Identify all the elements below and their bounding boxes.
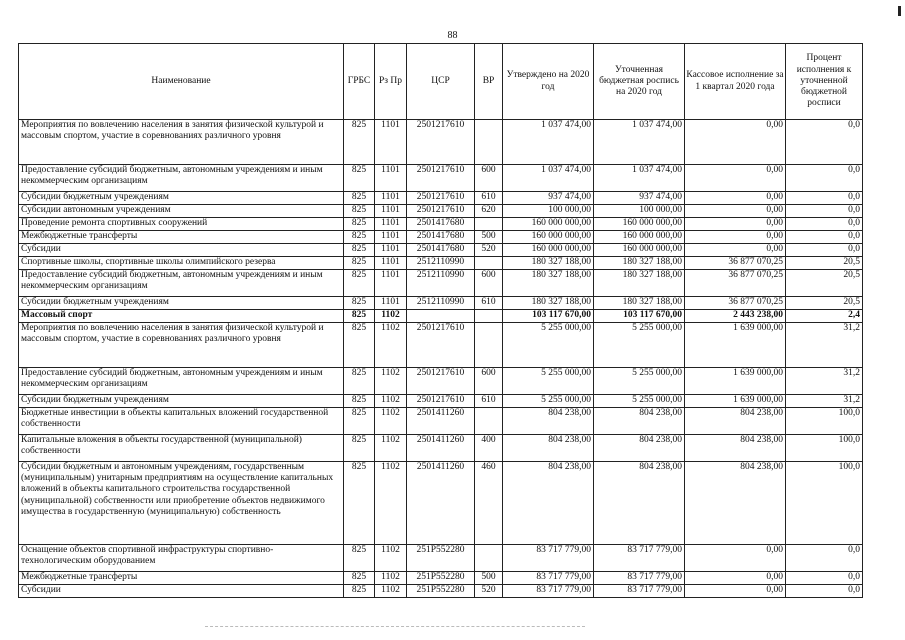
cell-vr: [475, 120, 503, 165]
cell-rzpr: 1101: [375, 205, 407, 218]
cell-percent: 0,0: [786, 205, 863, 218]
table-row: [19, 120, 863, 165]
cell-vr: 500: [475, 572, 503, 585]
cell-approved: 5 255 000,00: [503, 323, 594, 368]
cell-approved: 804 238,00: [503, 435, 594, 462]
bottom-scan-line: [205, 626, 585, 628]
cell-name: Субсидии бюджетным учреждениям: [19, 395, 344, 408]
cell-vr: [475, 408, 503, 435]
cell-approved: 160 000 000,00: [503, 244, 594, 257]
cell-approved: 180 327 188,00: [503, 257, 594, 270]
cell-approved: 83 717 779,00: [503, 545, 594, 572]
cell-name: Субсидии бюджетным учреждениям: [19, 297, 344, 310]
cell-refined: 180 327 188,00: [594, 297, 685, 310]
cell-csr: [407, 310, 475, 323]
cell-vr: 610: [475, 297, 503, 310]
cell-vr: [475, 218, 503, 231]
cell-csr: 2501217610: [407, 192, 475, 205]
table-row: [19, 257, 863, 270]
cell-percent: 0,0: [786, 192, 863, 205]
table-row: [19, 310, 863, 323]
cell-grbs: 825: [344, 205, 375, 218]
cell-percent: 20,5: [786, 297, 863, 310]
cell-vr: 600: [475, 270, 503, 297]
cell-rzpr: 1102: [375, 585, 407, 598]
cell-rzpr: 1101: [375, 165, 407, 192]
cell-vr: [475, 545, 503, 572]
table-row: [19, 244, 863, 257]
cell-approved: 5 255 000,00: [503, 368, 594, 395]
cell-percent: 2,4: [786, 310, 863, 323]
cell-vr: 620: [475, 205, 503, 218]
cell-approved: 5 255 000,00: [503, 395, 594, 408]
cell-approved: 160 000 000,00: [503, 218, 594, 231]
table-row: [19, 368, 863, 395]
cell-vr: 520: [475, 585, 503, 598]
cell-refined: 100 000,00: [594, 205, 685, 218]
cell-percent: 0,0: [786, 244, 863, 257]
cell-refined: 83 717 779,00: [594, 572, 685, 585]
cell-refined: 1 037 474,00: [594, 165, 685, 192]
cell-percent: 100,0: [786, 408, 863, 435]
cell-name: Субсидии автономным учреждениям: [19, 205, 344, 218]
cell-refined: 5 255 000,00: [594, 368, 685, 395]
cell-csr: 2501417680: [407, 244, 475, 257]
table-header-row: [19, 44, 863, 120]
col-header-cash: Кассовое исполнение за 1 квартал 2020 года: [685, 44, 786, 120]
cell-name: Проведение ремонта спортивных сооружений: [19, 218, 344, 231]
cell-grbs: 825: [344, 192, 375, 205]
cell-percent: 0,0: [786, 231, 863, 244]
cell-percent: 20,5: [786, 257, 863, 270]
cell-rzpr: 1102: [375, 323, 407, 368]
budget-execution-table: [18, 43, 863, 598]
cell-name: Субсидии бюджетным учреждениям: [19, 192, 344, 205]
cell-rzpr: 1101: [375, 231, 407, 244]
cell-name: Оснащение объектов спортивной инфраструктуры спортивно-технологическим оборудованием: [19, 545, 344, 572]
scan-edge-mark: [898, 6, 901, 16]
cell-approved: 804 238,00: [503, 462, 594, 545]
cell-grbs: 825: [344, 462, 375, 545]
col-header-rzpr: Рз Пр: [375, 44, 407, 120]
cell-rzpr: 1102: [375, 572, 407, 585]
cell-cash: 1 639 000,00: [685, 323, 786, 368]
col-header-grbs: ГРБС: [344, 44, 375, 120]
cell-csr: 251P552280: [407, 572, 475, 585]
cell-grbs: 825: [344, 408, 375, 435]
cell-name: Массовый спорт: [19, 310, 344, 323]
cell-vr: [475, 323, 503, 368]
cell-csr: 2501217610: [407, 165, 475, 192]
cell-approved: 804 238,00: [503, 408, 594, 435]
cell-percent: 0,0: [786, 165, 863, 192]
cell-csr: 2501217610: [407, 120, 475, 165]
cell-name: Межбюджетные трансферты: [19, 231, 344, 244]
cell-cash: 1 639 000,00: [685, 368, 786, 395]
col-header-vr: ВР: [475, 44, 503, 120]
cell-cash: 0,00: [685, 231, 786, 244]
table-row: [19, 218, 863, 231]
col-header-refined: Уточненная бюджетная роспись на 2020 год: [594, 44, 685, 120]
cell-cash: 0,00: [685, 545, 786, 572]
cell-csr: 251P552280: [407, 545, 475, 572]
cell-name: Субсидии бюджетным и автономным учреждениям, государственным (муниципальным) унитарным предприятиям на осуществление капитальных вложений в объекты капитального строительства государственной (муниципальной) собственности или приобретение объектов недвижимого имущества в государственную (муниципальную) собственность: [19, 462, 344, 545]
cell-name: Субсидии: [19, 585, 344, 598]
cell-approved: 160 000 000,00: [503, 231, 594, 244]
cell-csr: 2501217610: [407, 323, 475, 368]
cell-rzpr: 1102: [375, 545, 407, 572]
cell-cash: 0,00: [685, 585, 786, 598]
cell-rzpr: 1101: [375, 120, 407, 165]
cell-percent: 0,0: [786, 585, 863, 598]
cell-approved: 83 717 779,00: [503, 585, 594, 598]
table-row: [19, 231, 863, 244]
cell-name: Спортивные школы, спортивные школы олимпийского резерва: [19, 257, 344, 270]
cell-refined: 804 238,00: [594, 435, 685, 462]
cell-percent: 0,0: [786, 545, 863, 572]
table-row: [19, 545, 863, 572]
cell-refined: 5 255 000,00: [594, 323, 685, 368]
cell-vr: 610: [475, 395, 503, 408]
cell-rzpr: 1101: [375, 218, 407, 231]
cell-grbs: 825: [344, 368, 375, 395]
cell-refined: 937 474,00: [594, 192, 685, 205]
cell-grbs: 825: [344, 218, 375, 231]
cell-refined: 5 255 000,00: [594, 395, 685, 408]
cell-cash: 36 877 070,25: [685, 270, 786, 297]
cell-percent: 0,0: [786, 218, 863, 231]
cell-vr: 610: [475, 192, 503, 205]
cell-csr: 2501411260: [407, 462, 475, 545]
cell-grbs: 825: [344, 165, 375, 192]
cell-approved: 937 474,00: [503, 192, 594, 205]
cell-rzpr: 1101: [375, 270, 407, 297]
cell-csr: 2501411260: [407, 435, 475, 462]
cell-grbs: 825: [344, 585, 375, 598]
cell-vr: 520: [475, 244, 503, 257]
cell-csr: 251P552280: [407, 585, 475, 598]
cell-rzpr: 1102: [375, 435, 407, 462]
cell-grbs: 825: [344, 395, 375, 408]
cell-grbs: 825: [344, 297, 375, 310]
cell-cash: 1 639 000,00: [685, 395, 786, 408]
cell-csr: 2512110990: [407, 257, 475, 270]
cell-csr: 2501217610: [407, 205, 475, 218]
cell-csr: 2501417680: [407, 231, 475, 244]
col-header-csr: ЦСР: [407, 44, 475, 120]
cell-refined: 804 238,00: [594, 408, 685, 435]
cell-name: Капитальные вложения в объекты государственной (муниципальной) собственности: [19, 435, 344, 462]
cell-percent: 100,0: [786, 435, 863, 462]
page-number: 88: [447, 30, 458, 41]
cell-vr: 460: [475, 462, 503, 545]
table-row: [19, 572, 863, 585]
table-row: [19, 585, 863, 598]
cell-cash: 804 238,00: [685, 462, 786, 545]
cell-grbs: 825: [344, 572, 375, 585]
cell-refined: 160 000 000,00: [594, 231, 685, 244]
cell-name: Бюджетные инвестиции в объекты капитальных вложений государственной собственности: [19, 408, 344, 435]
cell-rzpr: 1101: [375, 257, 407, 270]
cell-cash: 804 238,00: [685, 408, 786, 435]
cell-rzpr: 1101: [375, 297, 407, 310]
col-header-percent: Процент исполнения к уточненной бюджетной росписи: [786, 44, 863, 120]
cell-rzpr: 1102: [375, 395, 407, 408]
cell-grbs: 825: [344, 323, 375, 368]
cell-refined: 160 000 000,00: [594, 218, 685, 231]
cell-cash: 0,00: [685, 572, 786, 585]
cell-rzpr: 1102: [375, 408, 407, 435]
col-header-approved: Утверждено на 2020 год: [503, 44, 594, 120]
cell-vr: [475, 257, 503, 270]
cell-csr: 2501411260: [407, 408, 475, 435]
cell-grbs: 825: [344, 120, 375, 165]
cell-grbs: 825: [344, 244, 375, 257]
table-row: [19, 408, 863, 435]
cell-name: Мероприятия по вовлечению населения в занятия физической культурой и массовым спортом, участие в соревнованиях различного уровня: [19, 120, 344, 165]
col-header-name: Наименование: [19, 44, 344, 120]
cell-rzpr: 1102: [375, 310, 407, 323]
cell-cash: 0,00: [685, 244, 786, 257]
cell-vr: 400: [475, 435, 503, 462]
cell-grbs: 825: [344, 257, 375, 270]
cell-refined: 1 037 474,00: [594, 120, 685, 165]
cell-percent: 31,2: [786, 395, 863, 408]
cell-refined: 804 238,00: [594, 462, 685, 545]
cell-rzpr: 1101: [375, 244, 407, 257]
cell-csr: 2512110990: [407, 297, 475, 310]
cell-name: Предоставление субсидий бюджетным, автономным учреждениям и иным некоммерческим организациям: [19, 165, 344, 192]
cell-cash: 2 443 238,00: [685, 310, 786, 323]
table-row: [19, 297, 863, 310]
cell-vr: 600: [475, 368, 503, 395]
cell-cash: 36 877 070,25: [685, 257, 786, 270]
cell-csr: 2501217610: [407, 395, 475, 408]
cell-refined: 83 717 779,00: [594, 545, 685, 572]
cell-cash: 0,00: [685, 205, 786, 218]
cell-approved: 103 117 670,00: [503, 310, 594, 323]
cell-approved: 180 327 188,00: [503, 270, 594, 297]
cell-refined: 103 117 670,00: [594, 310, 685, 323]
cell-rzpr: 1102: [375, 368, 407, 395]
cell-name: Субсидии: [19, 244, 344, 257]
cell-vr: [475, 310, 503, 323]
cell-percent: 31,2: [786, 368, 863, 395]
cell-refined: 180 327 188,00: [594, 257, 685, 270]
cell-cash: 36 877 070,25: [685, 297, 786, 310]
cell-approved: 100 000,00: [503, 205, 594, 218]
cell-refined: 180 327 188,00: [594, 270, 685, 297]
cell-csr: 2512110990: [407, 270, 475, 297]
table-row: [19, 165, 863, 192]
table-row: [19, 395, 863, 408]
cell-approved: 180 327 188,00: [503, 297, 594, 310]
table-row: [19, 192, 863, 205]
cell-grbs: 825: [344, 435, 375, 462]
table-row: [19, 435, 863, 462]
cell-name: Межбюджетные трансферты: [19, 572, 344, 585]
cell-cash: 0,00: [685, 165, 786, 192]
cell-cash: 0,00: [685, 218, 786, 231]
table-body: [19, 120, 863, 598]
table-row: [19, 323, 863, 368]
cell-percent: 100,0: [786, 462, 863, 545]
cell-vr: 600: [475, 165, 503, 192]
cell-name: Мероприятия по вовлечению населения в занятия физической культурой и массовым спортом, участие в соревнованиях различного уровня: [19, 323, 344, 368]
cell-refined: 83 717 779,00: [594, 585, 685, 598]
table-row: [19, 270, 863, 297]
cell-rzpr: 1102: [375, 462, 407, 545]
cell-name: Предоставление субсидий бюджетным, автономным учреждениям и иным некоммерческим организациям: [19, 270, 344, 297]
cell-csr: 2501217610: [407, 368, 475, 395]
cell-approved: 83 717 779,00: [503, 572, 594, 585]
cell-approved: 1 037 474,00: [503, 165, 594, 192]
cell-percent: 20,5: [786, 270, 863, 297]
cell-refined: 160 000 000,00: [594, 244, 685, 257]
cell-grbs: 825: [344, 270, 375, 297]
cell-name: Предоставление субсидий бюджетным, автономным учреждениям и иным некоммерческим организациям: [19, 368, 344, 395]
cell-cash: 804 238,00: [685, 435, 786, 462]
cell-cash: 0,00: [685, 120, 786, 165]
table-row: [19, 462, 863, 545]
cell-vr: 500: [475, 231, 503, 244]
cell-percent: 0,0: [786, 120, 863, 165]
cell-grbs: 825: [344, 310, 375, 323]
cell-percent: 31,2: [786, 323, 863, 368]
table-row: [19, 205, 863, 218]
cell-rzpr: 1101: [375, 192, 407, 205]
cell-csr: 2501417680: [407, 218, 475, 231]
cell-grbs: 825: [344, 545, 375, 572]
cell-percent: 0,0: [786, 572, 863, 585]
cell-approved: 1 037 474,00: [503, 120, 594, 165]
cell-grbs: 825: [344, 231, 375, 244]
cell-cash: 0,00: [685, 192, 786, 205]
